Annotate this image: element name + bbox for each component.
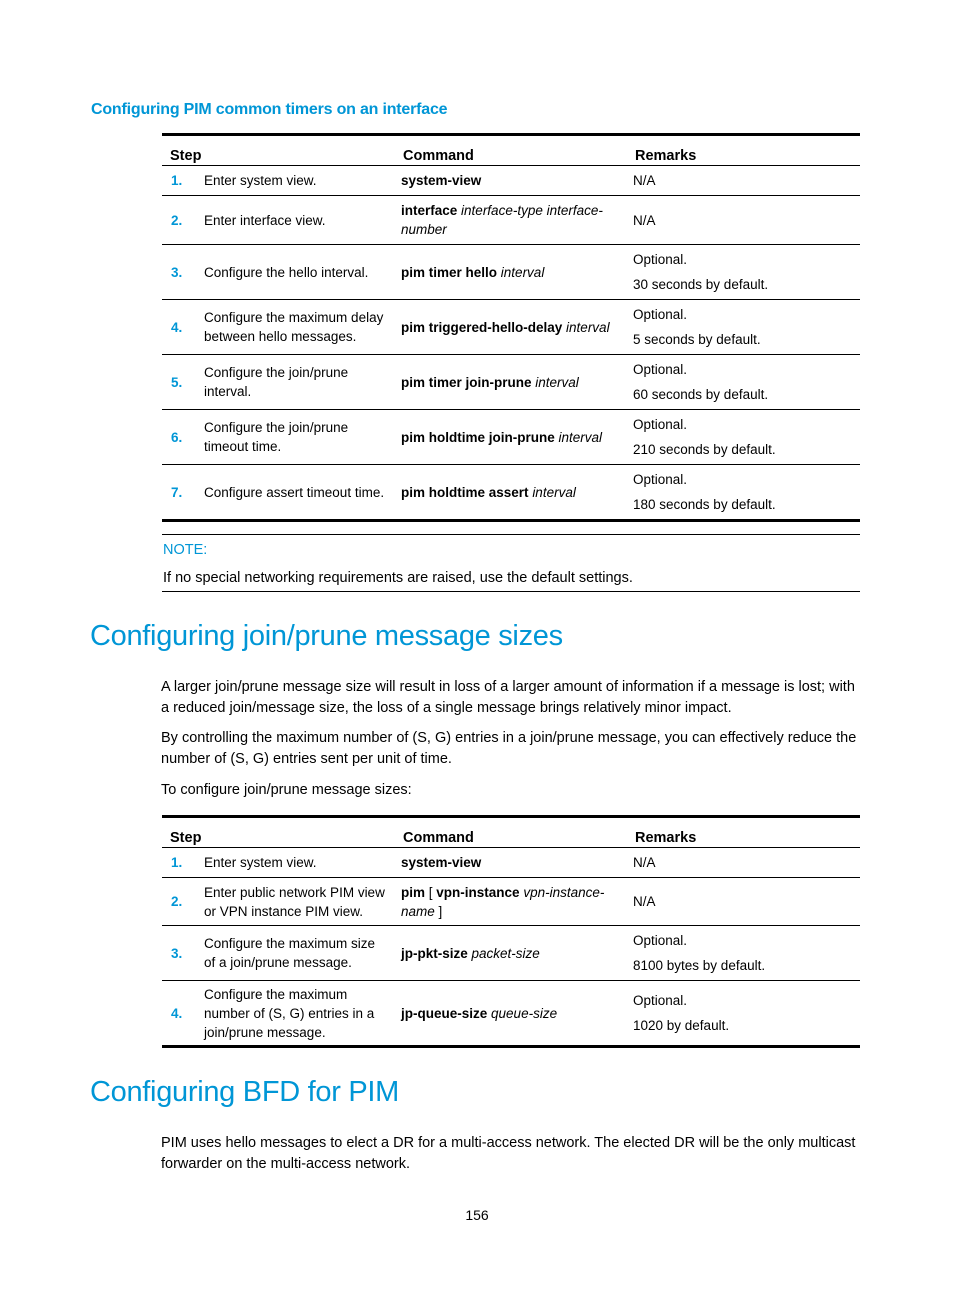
step-description: Configure the maximum size of a join/prune message.: [204, 936, 376, 970]
paragraph: To configure join/prune message sizes:: [161, 782, 412, 798]
remark-line: Optional.: [633, 933, 688, 948]
command-text: ]: [434, 903, 443, 919]
command-argument: interval: [500, 264, 545, 280]
remark-line: Optional.: [633, 307, 688, 322]
table-row: [162, 926, 860, 981]
command-keyword: pim timer hello: [401, 264, 498, 280]
command-cell: [395, 878, 627, 926]
note-label: NOTE:: [163, 542, 208, 558]
command-argument: interface-type interface-number: [401, 203, 603, 237]
remarks-cell: [627, 300, 860, 355]
command-keyword: jp-pkt-size: [401, 945, 468, 961]
step-number: 3.: [171, 945, 183, 961]
step-number: 7.: [171, 484, 183, 500]
remarks-cell: [627, 878, 860, 926]
command-keyword: jp-queue-size: [401, 1005, 488, 1021]
paragraph: By controlling the maximum number of (S, G) entries in a join/prune message, you can effectively reduce the number of (S, G) entries sent per unit of time.: [161, 730, 857, 767]
step-description: Enter interface view.: [204, 212, 326, 228]
pim-timers-table: [162, 133, 860, 522]
paragraph: PIM uses hello messages to elect a DR for a multi-access network. The elected DR will be the only multicast forwarder on the multi-access network.: [161, 1135, 856, 1172]
section-heading-pim-timers: Configuring PIM common timers on an interface: [91, 101, 448, 118]
command-argument: interval: [558, 429, 603, 445]
remark-line: N/A: [633, 173, 656, 188]
remark-line: Optional.: [633, 417, 688, 432]
step-description: Configure the join/prune timeout time.: [204, 420, 349, 454]
table-row: [162, 981, 860, 1047]
command-keyword: pim holdtime join-prune: [401, 429, 555, 445]
column-header-remarks: Remarks: [627, 135, 860, 166]
table-row: [162, 245, 860, 300]
remark-line: Optional.: [633, 472, 688, 487]
step-cell: [162, 355, 395, 410]
remarks-cell: [627, 465, 860, 521]
remarks-cell: [627, 848, 860, 878]
remark-line: 60 seconds by default.: [633, 387, 769, 402]
remark-line: Optional.: [633, 362, 688, 377]
step-description: Configure assert timeout time.: [204, 484, 385, 500]
command-cell: [395, 981, 627, 1047]
step-number: 2.: [171, 212, 183, 228]
command-argument: interval: [532, 484, 576, 500]
remarks-cell: [627, 410, 860, 465]
command-argument: packet-size: [471, 945, 540, 961]
command-cell: [395, 166, 627, 196]
remarks-cell: [627, 166, 860, 196]
step-cell: [162, 245, 395, 300]
step-description: Configure the maximum number of (S, G) entries in a join/prune message.: [204, 986, 375, 1040]
remark-line: Optional.: [633, 993, 688, 1008]
step-number: 2.: [171, 894, 183, 909]
remarks-cell: [627, 926, 860, 981]
step-number: 6.: [171, 429, 183, 445]
note-text: If no special networking requirements are raised, use the default settings.: [163, 570, 633, 586]
command-cell: [395, 355, 627, 410]
page-number: 156: [465, 1207, 489, 1223]
section-heading-join-prune-sizes: Configuring join/prune message sizes: [90, 620, 563, 652]
command-keyword: vpn-instance: [436, 884, 520, 900]
column-header-command: Command: [395, 817, 627, 848]
command-keyword: pim triggered-hello-delay: [401, 319, 563, 335]
command-keyword: interface: [401, 203, 458, 218]
step-cell: [162, 300, 395, 355]
step-number: 3.: [171, 264, 183, 280]
step-description: Configure the maximum delay between hello messages.: [204, 310, 384, 344]
table-row: [162, 355, 860, 410]
step-number: 5.: [171, 374, 183, 390]
command-cell: [395, 848, 627, 878]
remark-line: 30 seconds by default.: [633, 277, 769, 292]
command-keyword: pim timer join-prune: [401, 374, 532, 390]
step-number: 1.: [171, 173, 183, 188]
step-description: Enter system view.: [204, 855, 317, 870]
remark-line: 210 seconds by default.: [633, 442, 776, 457]
command-argument: interval: [566, 319, 610, 335]
remark-line: N/A: [633, 212, 656, 228]
table-row: [162, 848, 860, 878]
command-text: [: [425, 884, 437, 900]
step-cell: [162, 166, 395, 196]
step-description: Enter system view.: [204, 173, 317, 188]
command-argument: interval: [535, 374, 579, 390]
join-prune-size-table: [162, 815, 860, 1048]
remark-line: N/A: [633, 855, 656, 870]
command-keyword: pim holdtime assert: [401, 484, 529, 500]
remarks-cell: [627, 196, 860, 245]
table-row: [162, 166, 860, 196]
remark-line: Optional.: [633, 252, 688, 267]
table-row: [162, 196, 860, 245]
command-keyword: system-view: [401, 173, 482, 188]
remark-line: 5 seconds by default.: [633, 332, 761, 347]
step-cell: [162, 848, 395, 878]
table-row: [162, 300, 860, 355]
command-cell: [395, 300, 627, 355]
command-keyword: system-view: [401, 855, 482, 870]
table-row: [162, 878, 860, 926]
remarks-cell: [627, 245, 860, 300]
command-keyword: pim: [401, 884, 426, 900]
command-argument: queue-size: [491, 1005, 558, 1021]
step-description: Configure the join/prune interval.: [204, 365, 349, 399]
remark-line: N/A: [633, 894, 656, 909]
paragraph: A larger join/prune message size will result in loss of a larger amount of information if a message is lost; with a reduced join/message size, the loss of a single message brings relatively minor impact.: [161, 679, 855, 716]
step-description: Enter public network PIM view or VPN instance PIM view.: [204, 884, 385, 919]
remarks-cell: [627, 355, 860, 410]
remark-line: 1020 by default.: [633, 1018, 730, 1033]
step-description: Configure the hello interval.: [204, 264, 369, 280]
remark-line: 8100 bytes by default.: [633, 958, 766, 973]
column-header-remarks: Remarks: [627, 817, 860, 848]
table-row: [162, 410, 860, 465]
section-heading-bfd-for-pim: Configuring BFD for PIM: [90, 1076, 399, 1108]
command-argument: vpn-instance-name: [401, 884, 605, 919]
step-cell: [162, 926, 395, 981]
column-header-step: Step: [162, 135, 395, 166]
table-row: [162, 465, 860, 521]
step-cell: [162, 981, 395, 1047]
step-number: 4.: [171, 319, 183, 335]
command-cell: [395, 196, 627, 245]
step-cell: [162, 196, 395, 245]
step-number: 1.: [171, 855, 183, 870]
note-box: [162, 534, 860, 592]
command-cell: [395, 245, 627, 300]
column-header-command: Command: [395, 135, 627, 166]
command-cell: [395, 926, 627, 981]
step-cell: [162, 878, 395, 926]
step-cell: [162, 410, 395, 465]
command-cell: [395, 465, 627, 521]
step-number: 4.: [171, 1005, 183, 1021]
step-cell: [162, 465, 395, 521]
command-cell: [395, 410, 627, 465]
column-header-step: Step: [162, 817, 395, 848]
remark-line: 180 seconds by default.: [633, 497, 776, 512]
remarks-cell: [627, 981, 860, 1047]
